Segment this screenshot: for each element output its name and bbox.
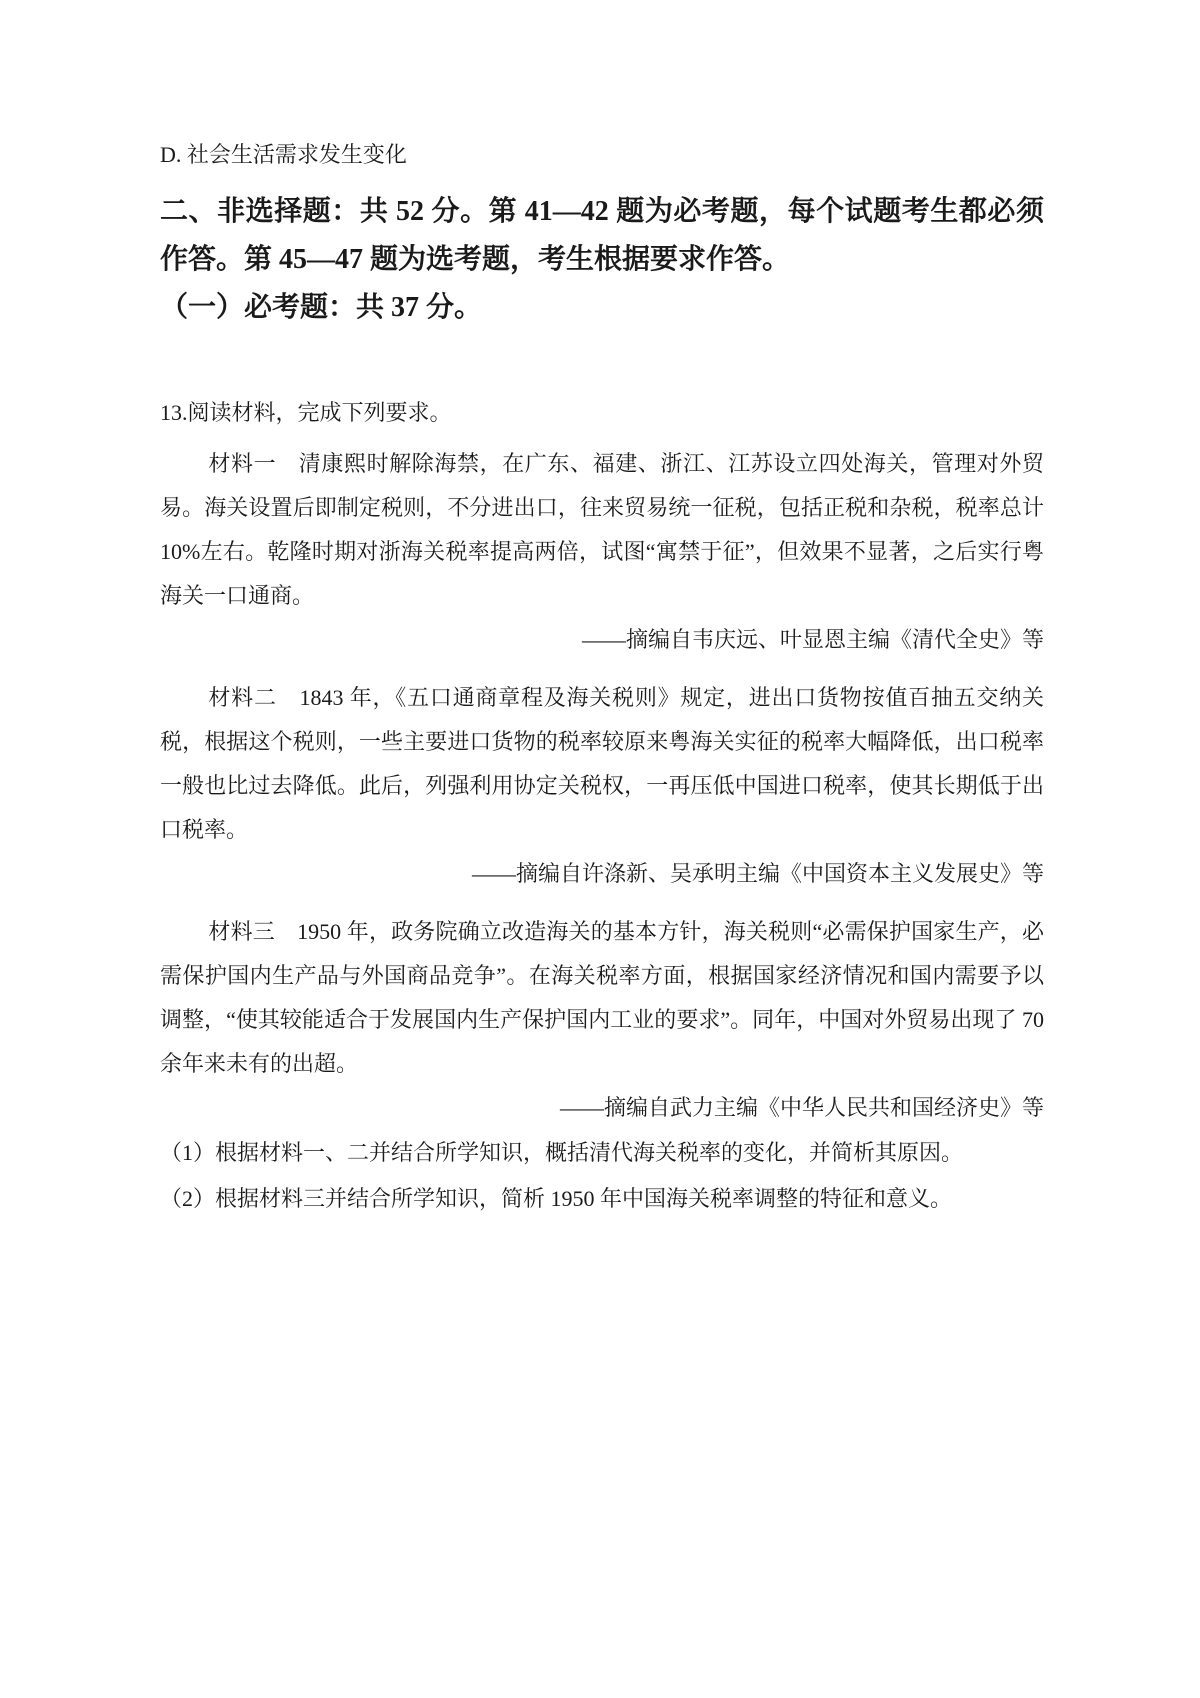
- subsection-heading-required: （一）必考题：共 37 分。: [160, 292, 483, 323]
- material-two-paragraph: 材料二 1843 年，《五口通商章程及海关税则》规定，进出口货物按值百抽五交纳关税，根据这个税则，一些主要进口货物的税率较原来粤海关实征的税率大幅降低，出口税率一般也比过去降低。此后，列强利用协定关税权，一再压低中国进口税率，使其长期低于出口税率。: [160, 685, 1044, 842]
- question-13-intro: 13.阅读材料，完成下列要求。: [160, 400, 452, 425]
- sub-question-2: （2）根据材料三并结合所学知识，简析 1950 年中国海关税率调整的特征和意义。: [160, 1186, 953, 1211]
- material-two-source: ——摘编自许涤新、吴承明主编《中国资本主义发展史》等: [471, 861, 1044, 886]
- material-one-paragraph: 材料一 清康熙时解除海禁，在广东、福建、浙江、江苏设立四处海关，管理对外贸易。海关设置后即制定税则，不分进出口，往来贸易统一征税，包括正税和杂税，税率总计10%左右。乾隆时期对浙海关税率提高两倍，试图“寓禁于征”，但效果不显著，之后实行粤海关一口通商。: [160, 451, 1044, 608]
- section-heading-non-choice: 二、非选择题：共 52 分。第 41—42 题为必考题，每个试题考生都必须作答。第 45—47 题为选考题，考生根据要求作答。: [160, 196, 1044, 275]
- choice-option-d: D. 社会生活需求发生变化: [160, 142, 407, 167]
- material-one-source: ——摘编自韦庆远、叶显恩主编《清代全史》等: [581, 627, 1044, 652]
- sub-question-1: （1）根据材料一、二并结合所学知识，概括清代海关税率的变化，并简析其原因。: [160, 1140, 964, 1165]
- material-three-source: ——摘编自武力主编《中华人民共和国经济史》等: [559, 1095, 1044, 1120]
- material-three-paragraph: 材料三 1950 年，政务院确立改造海关的基本方针，海关税则“必需保护国家生产，必需保护国内生产品与外国商品竞争”。在海关税率方面，根据国家经济情况和国内需要予以调整，“使其较能适合于发展国内生产保护国内工业的要求”。同年，中国对外贸易出现了 70 余年来未有的出超。: [160, 919, 1044, 1076]
